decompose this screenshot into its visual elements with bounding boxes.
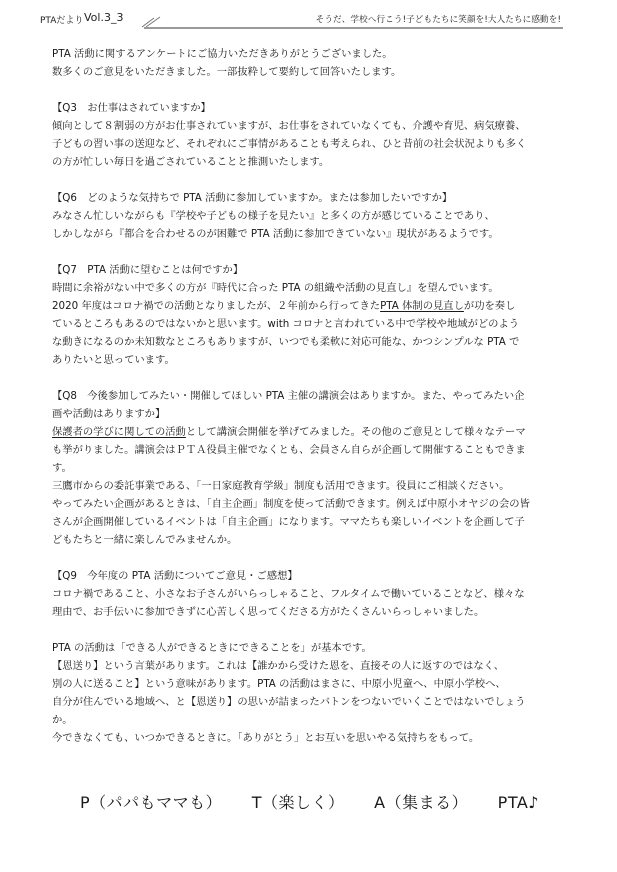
section-q3 <box>52 99 572 171</box>
answer-line: 三鷹市からの委託事業である、「一日家庭教育学級」制度も活用できます。役員にご相談ください。 <box>52 480 510 492</box>
underlined-phrase: 保護者の学びに関しての活動 <box>52 426 186 438</box>
motto-a: A（集まる） <box>374 793 469 812</box>
motto-pta: PTA♪ <box>497 793 540 812</box>
header-slogan: そうだ、学校へ行こう!子どもたちに笑顔を!大人たちに感動を! <box>315 15 561 25</box>
closing-line: 自分が住んでいる地域へ、と【恩送り】の思いが詰まったバトンをつないでいくことではないでしょう <box>52 696 526 708</box>
section-q6 <box>52 189 572 243</box>
question-heading: 【Q8 今後参加してみたい・開催してほしい PTA 主催の講演会はありますか。また、やってみたい企 <box>52 390 525 402</box>
answer-line <box>52 297 572 315</box>
answer-line: な動きになるのか未知数なところもありますが、いつでも柔軟に対応可能な、かつシンプルな PTA で <box>52 336 520 348</box>
question-heading: 画や活動はありますか】 <box>52 408 166 420</box>
answer-line: さんが企画開催しているイベントは「自主企画」になります。ママたちも楽しいイベントを企画して子 <box>52 516 525 528</box>
text-segment: が功を奏し <box>463 300 516 312</box>
section-q8 <box>52 387 572 549</box>
answer-line: コロナ禍であること、小さなお子さんがいらっしゃること、フルタイムで働いていることなど、様々な <box>52 588 525 600</box>
answer-line: の方が忙しい毎日を過ごされていることと推測いたします。 <box>52 156 330 168</box>
closing-line: 【恩送り】という言葉があります。これは【誰かから受けた恩を、直接その人に返すのではなく、 <box>52 660 505 672</box>
newsletter-header <box>0 0 617 40</box>
answer-line: 子どもの習い事の送迎など、それぞれにご事情があることも考えられ、ひと昔前の社会状況よりも多く <box>52 138 527 150</box>
answer-line: 理由で、お手伝いに参加できずに心苦しく思ってくださる方がたくさんいらっしゃいました。 <box>52 606 485 618</box>
answer-line: やってみたい企画があるときは、「自主企画」制度を使って活動できます。例えば中原小オヤジの会の皆 <box>52 498 530 510</box>
answer-line: も挙がりました。講演会はＰＴＡ役員主催でなくとも、会員さん自らが企画して開催することもできま <box>52 444 526 456</box>
answer-line: ているところもあるのではないかと思います。with コロナと言われている中で学校や地域がどのよう <box>52 318 520 330</box>
answer-line: ありたいと思っています。 <box>52 354 175 366</box>
closing-line: 別の人に送ること】という意味があります。PTA の活動はまさに、中原小児童へ、中原小学校へ、 <box>52 678 506 690</box>
intro-line: 数多くのご意見をいただきました。一部抜粋して要約して回答いたします。 <box>52 66 402 78</box>
answer-line: 傾向として８割弱の方がお仕事されていますが、お仕事をされていなくても、介護や育児、病気療養、 <box>52 120 526 132</box>
question-heading: 【Q9 今年度の PTA 活動についてご意見・ご感想】 <box>52 570 298 582</box>
closing-line: PTA の活動は「できる人ができるときにできることを」が基本です。 <box>52 642 372 654</box>
closing-line: か。 <box>52 714 73 726</box>
answer-line: 時間に余裕がない中で多くの方が『時代に合った PTA の組織や活動の見直し』を望んでいます。 <box>52 282 499 294</box>
volume-number: Vol.3_3 <box>84 11 124 24</box>
motto-p: P（パパもママも） <box>80 793 223 812</box>
answer-line: どもたちと一緒に楽しんでみませんか。 <box>52 534 238 546</box>
section-q7 <box>52 261 572 369</box>
answer-line: みなさん忙しいながらも『学校や子どもの様子を見たい』と多くの方が感じていることであり、 <box>52 210 495 222</box>
question-heading: 【Q7 PTA 活動に望むことは何ですか】 <box>52 264 244 276</box>
question-heading: 【Q3 お仕事はされていますか】 <box>52 102 211 114</box>
text-segment: 2020 年度はコロナ禍での活動となりましたが、２年前から行ってきた <box>52 300 381 312</box>
newsletter-title: PTAだより <box>40 16 84 26</box>
answer-line: す。 <box>52 462 72 474</box>
answer-line: しかしながら『都合を合わせるのが困難で PTA 活動に参加できていない』現状があるようです。 <box>52 228 499 240</box>
motto-t: T（楽しく） <box>251 793 345 812</box>
article-body <box>52 45 572 747</box>
answer-line <box>52 423 572 441</box>
question-heading: 【Q6 どのような気持ちで PTA 活動に参加していますか。または参加したいですか】 <box>52 192 453 204</box>
underlined-phrase: PTA 体制の見直し <box>380 300 464 312</box>
closing-line: 今できなくても、いつかできるときに。「ありがとう」とお互いを思いやる気持ちをもって。 <box>52 732 480 744</box>
header-rule <box>144 27 563 29</box>
pta-motto <box>80 790 563 813</box>
text-segment: として講演会開催を挙げてみました。その他のご意見として様々なテーマ <box>185 426 526 438</box>
section-q9 <box>52 567 572 621</box>
closing-section <box>52 639 572 747</box>
intro-line: PTA 活動に関するアンケートにご協力いただきありがとうございました。 <box>52 48 393 60</box>
